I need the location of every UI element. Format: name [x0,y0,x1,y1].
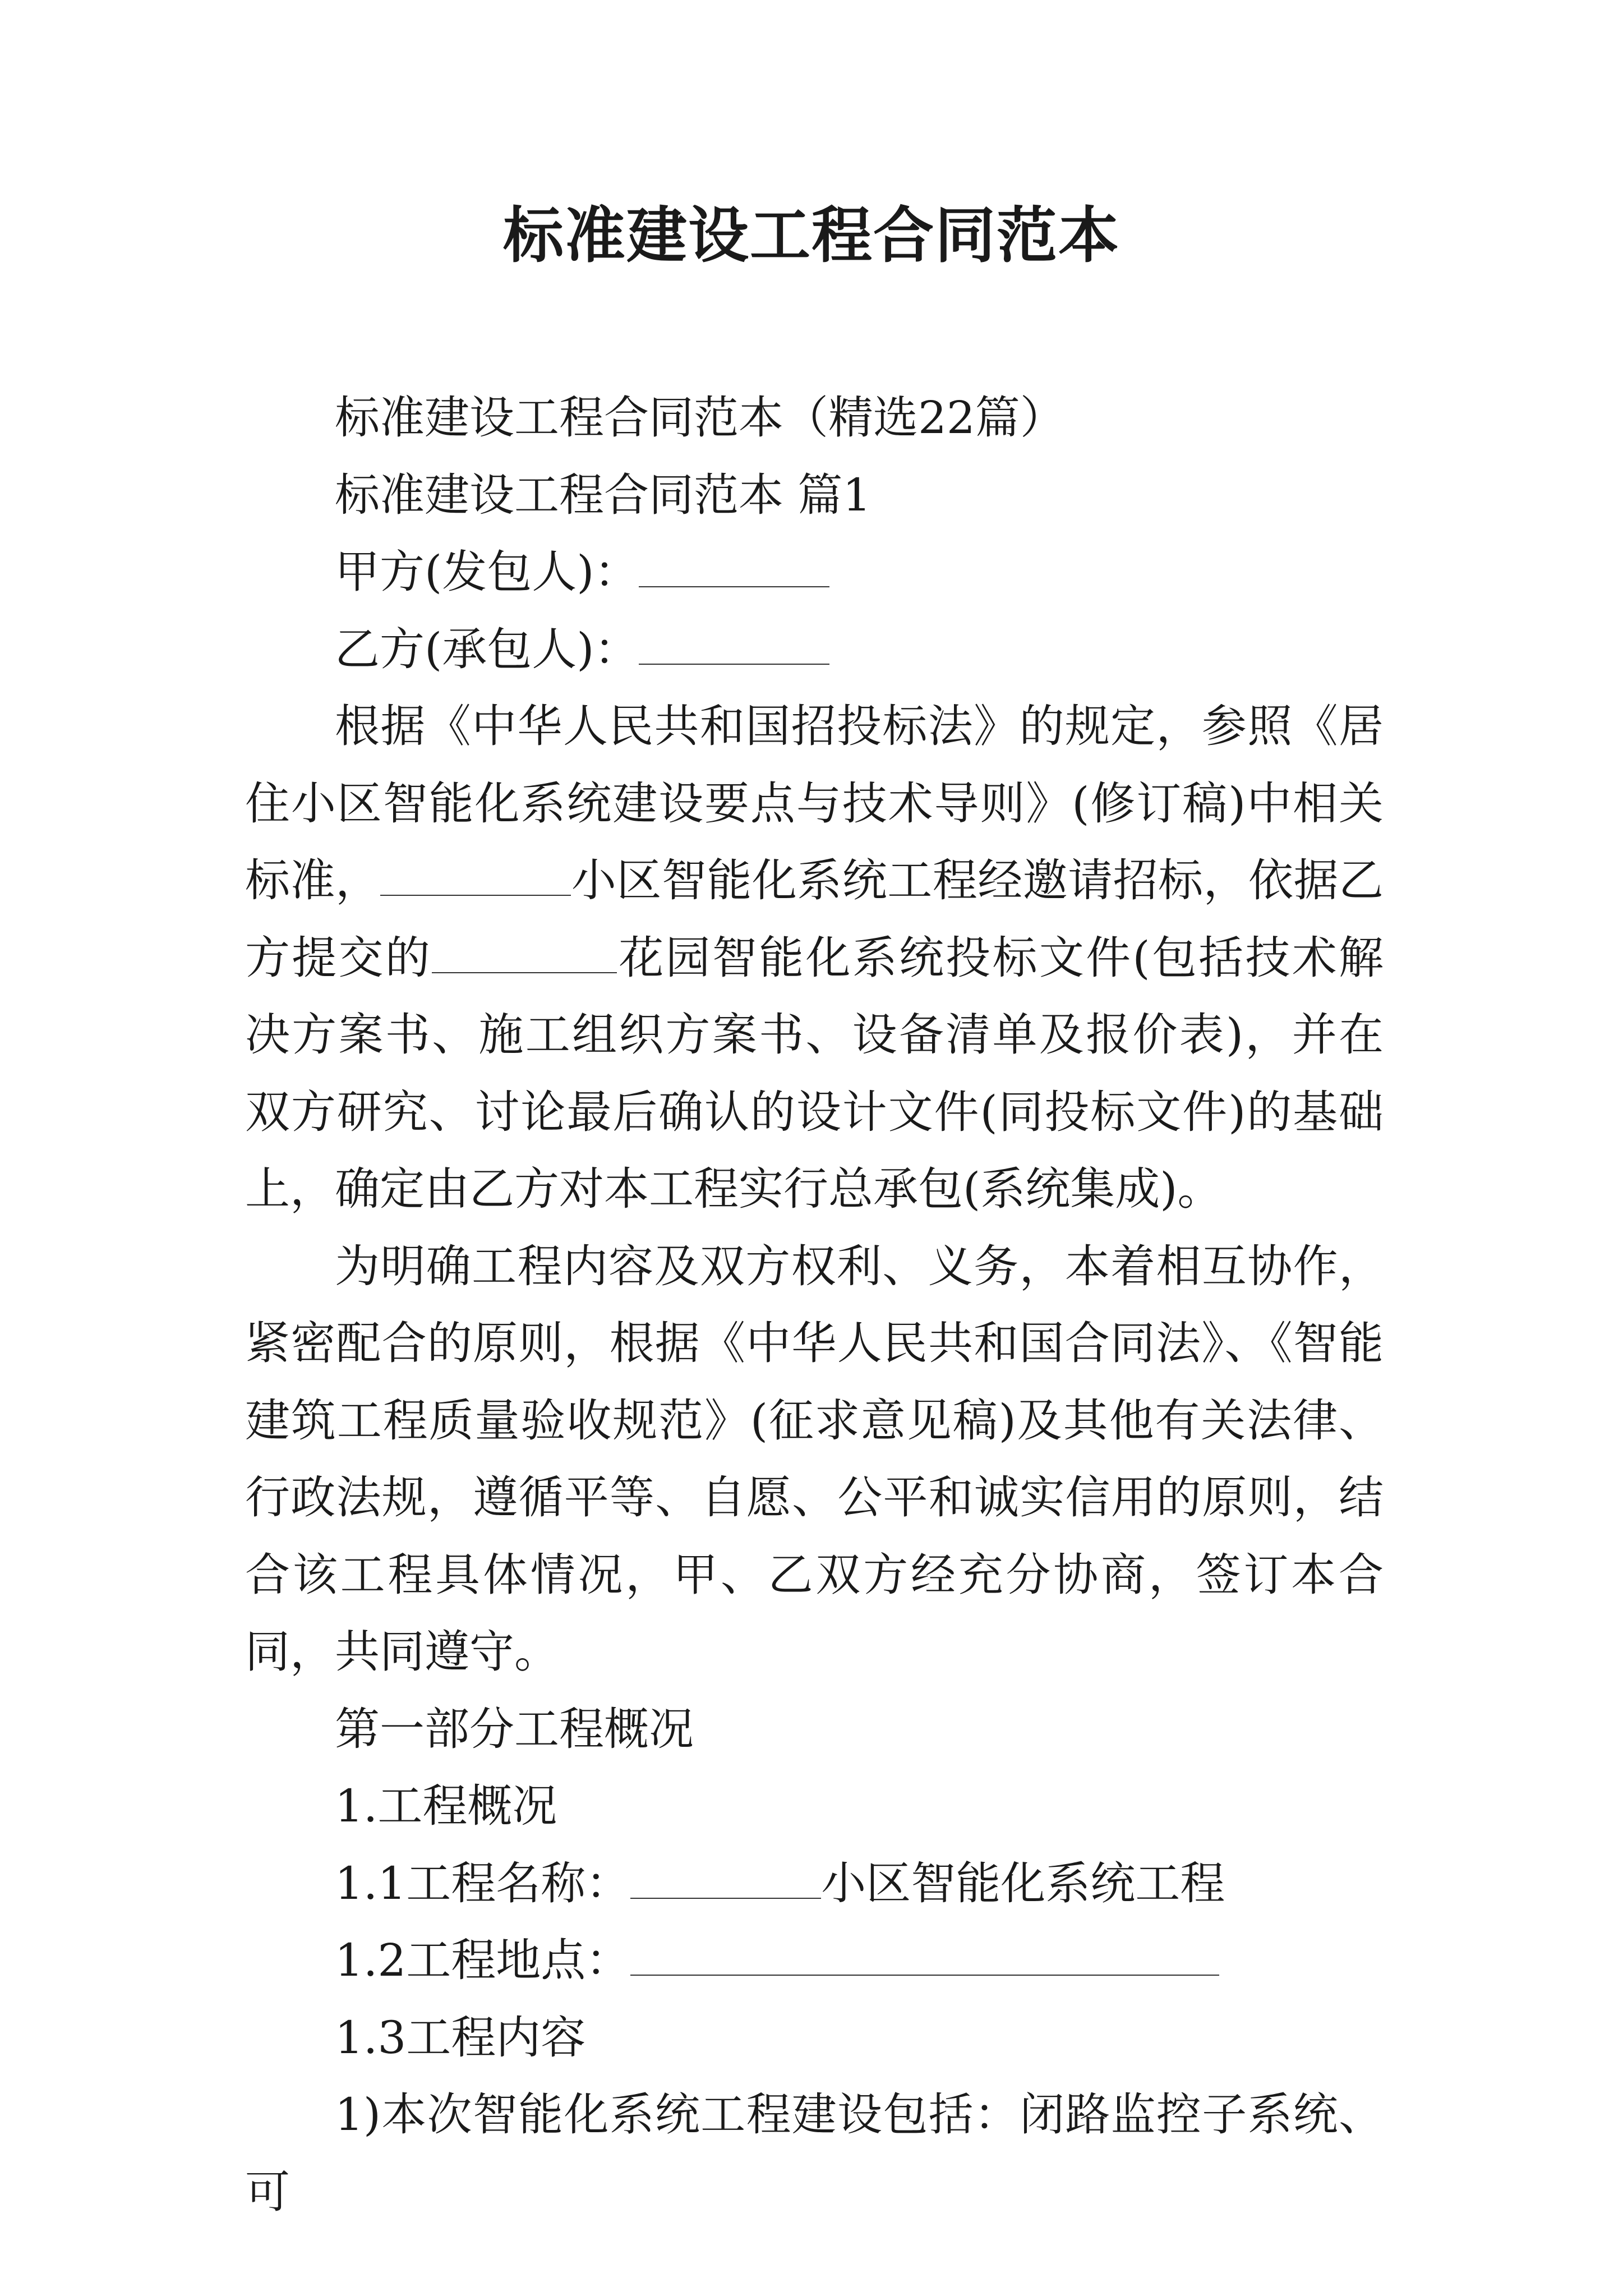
item-1-1-label: 1.1工程名称： [335,1857,631,1910]
item-1-3: 1.3工程内容 [335,2011,586,2064]
subtitle-line: 标准建设工程合同范本（精选22篇） [335,392,1065,444]
paragraph-1-part2: 小区智能化系统工程经邀请招标，依据乙方提交的 [245,854,1384,984]
item-1-2-label: 1.2工程地点： [335,1934,631,1986]
item-1: 1.工程概况 [335,1780,557,1832]
project-name-blank [380,854,571,896]
document-title: 标准建设工程合同范本 [502,200,1120,271]
paragraph-2: 为明确工程内容及双方权利、义务，本着相互协作，紧密配合的原则，根据《中华人民共和国合同法》、《智能建筑工程质量验收规范》(征求意见稿)及其他有关法律、行政法规，遵循平等、自愿、公平和诚实信用的原则，结合该工程具体情况，甲、乙双方经充分协商，签订本合同，共同遵守。 [245,1240,1384,1678]
item-1-3-1: 1)本次智能化系统工程建设包括：闭路监控子系统、可 [245,2088,1384,2218]
party-b-line [245,611,1384,688]
item-1-2-blank [630,1934,1219,1976]
party-a-label: 甲方(发包人)： [335,546,639,598]
party-a-line [245,533,1384,611]
paragraph-1-part3: 花园智能化系统投标文件(包括技术解决方案书、施工组织方案书、设备清单及报价表)，并在双方研究、讨论最后确认的设计文件(同投标文件)的基础上，确定由乙方对本工程实行总承包(系统集成)。 [245,931,1384,1215]
document-body [245,379,1384,2230]
item-1-1 [245,1845,1384,1922]
item-1-2 [245,1922,1384,1999]
item-1-1-suffix: 小区智能化系统工程 [821,1857,1225,1910]
section-heading: 标准建设工程合同范本 篇1 [335,468,872,521]
party-a-blank [639,546,829,587]
item-1-1-blank [630,1857,821,1899]
part-1-heading: 第一部分工程概况 [335,1703,694,1755]
paragraph-1-part1: 根据《中华人民共和国招投标法》的规定，参照《居住小区智能化系统建设要点与技术导则》(修订稿)中相关标准， [245,700,1384,907]
party-b-label: 乙方(承包人)： [335,623,639,675]
garden-name-blank [432,932,617,973]
paragraph-1 [245,688,1384,1228]
party-b-blank [639,623,829,665]
